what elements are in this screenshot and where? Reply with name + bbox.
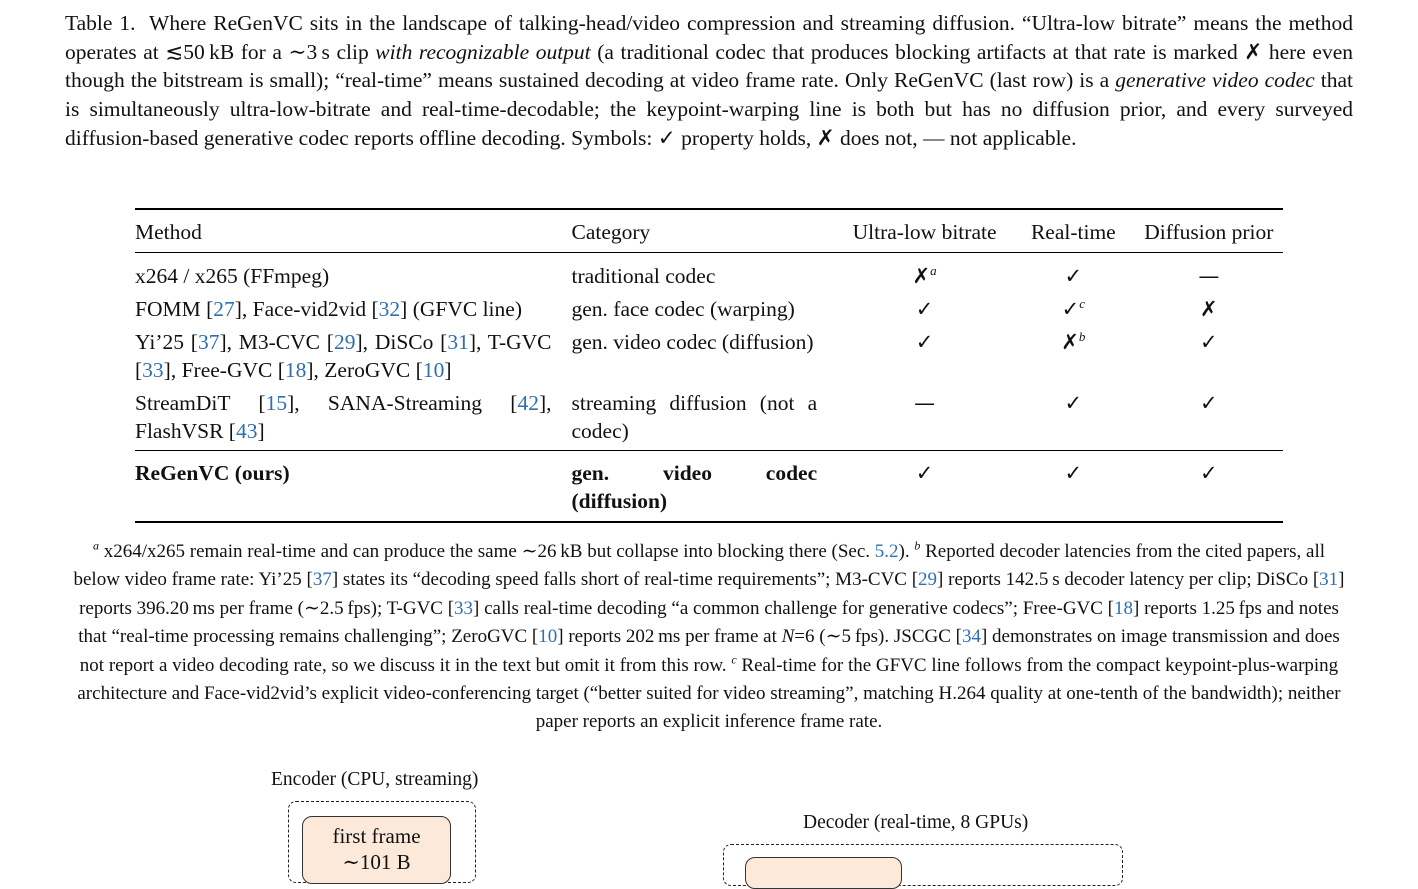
check-mark: ✓ bbox=[1200, 461, 1218, 485]
check-mark: ✓ bbox=[1064, 391, 1083, 415]
method-text: ], ZeroGVC [ bbox=[306, 358, 423, 382]
method-text: ], Free-GVC [ bbox=[163, 358, 285, 382]
footnote-b-text: =6 (∼5 fps). JSCGC [ bbox=[794, 626, 962, 648]
method-text: ] bbox=[257, 419, 265, 443]
footnote-b-text: ] reports 396.20 ms per frame (∼2.5 fps); T-GVC [ bbox=[79, 569, 1345, 619]
citation-link[interactable]: 27 bbox=[213, 297, 235, 321]
citation-link[interactable]: 37 bbox=[197, 330, 220, 354]
caption-emphasis-1: with recognizable output bbox=[375, 39, 591, 64]
method-text: ] (GFVC line) bbox=[400, 297, 522, 321]
diffusion-prior-cell bbox=[1135, 295, 1283, 328]
category-cell: gen. face codec (warping) bbox=[571, 297, 795, 321]
real-time-cell bbox=[1012, 451, 1135, 523]
ultra-low-bitrate-cell bbox=[837, 328, 1012, 389]
check-mark: ✓ bbox=[915, 330, 934, 354]
footnote-b-variable: N bbox=[781, 626, 795, 648]
comparison-table bbox=[135, 208, 1283, 523]
footnote-b-text: ] states its “decoding speed falls short of real-time requirements”; M3-CVC [ bbox=[331, 569, 919, 591]
method-text: FOMM [ bbox=[135, 297, 214, 321]
citation-link[interactable]: 18 bbox=[284, 358, 307, 382]
check-mark: ✓ bbox=[1064, 461, 1083, 485]
method-text: ], SANA-Streaming [ bbox=[287, 391, 518, 415]
method-text: Yi’25 [ bbox=[135, 330, 198, 354]
table-row bbox=[135, 328, 1283, 389]
footnote-ref-c: c bbox=[1079, 295, 1086, 311]
table-header-row bbox=[135, 209, 1283, 253]
category-cell: gen. video codec (diffusion) bbox=[571, 461, 818, 513]
table-row-ours bbox=[135, 451, 1283, 523]
table-caption bbox=[65, 9, 1353, 153]
ultra-low-bitrate-cell bbox=[837, 295, 1012, 328]
table-row bbox=[135, 253, 1283, 296]
method-text: x264 / x265 (FFmpeg) bbox=[135, 264, 330, 288]
table-row bbox=[135, 389, 1283, 451]
citation-link[interactable]: 29 bbox=[918, 569, 938, 591]
method-text: ], Face-vid2vid [ bbox=[234, 297, 379, 321]
header-real-time: Real-time bbox=[1030, 220, 1116, 244]
citation-link[interactable]: 42 bbox=[517, 391, 539, 415]
method-cell bbox=[135, 295, 572, 328]
ultra-low-bitrate-cell bbox=[837, 253, 1012, 296]
citation-link[interactable]: 43 bbox=[235, 419, 258, 443]
citation-link[interactable]: 32 bbox=[378, 297, 401, 321]
diffusion-prior-cell bbox=[1135, 328, 1283, 389]
real-time-cell bbox=[1012, 253, 1135, 296]
check-mark: ✓ bbox=[1200, 330, 1218, 354]
caption-text-1: Where ReGenVC sits in the landscape of talking-head/video compression and streaming diffusion. “Ultra-low bitrate” means the method operates at ≲50 kB for a ∼3 s clip bbox=[65, 11, 1353, 64]
caption-emphasis-2: generative video codec bbox=[1115, 68, 1315, 93]
footnote-mark-b: b bbox=[914, 538, 921, 553]
citation-link[interactable]: 10 bbox=[422, 358, 445, 382]
check-mark: ✓ bbox=[915, 297, 934, 321]
cross-mark: ✗ bbox=[912, 264, 931, 288]
real-time-cell bbox=[1012, 389, 1135, 451]
caption-label: Table 1. bbox=[65, 11, 136, 35]
method-cell bbox=[135, 328, 572, 389]
real-time-cell bbox=[1012, 328, 1135, 389]
decoder-node bbox=[745, 857, 902, 889]
citation-link[interactable]: 33 bbox=[454, 597, 474, 619]
method-cell bbox=[135, 253, 572, 296]
footnote-b-text: ] calls real-time decoding “a common challenge for generative codecs”; Free-GVC [ bbox=[473, 597, 1115, 619]
diffusion-prior-cell bbox=[1135, 253, 1283, 296]
ultra-low-bitrate-cell bbox=[837, 451, 1012, 523]
ultra-low-bitrate-cell bbox=[837, 389, 1012, 451]
category-cell: traditional codec bbox=[571, 264, 716, 288]
cross-mark: ✗ bbox=[1200, 297, 1218, 321]
method-text: ], DiSCo [ bbox=[355, 330, 448, 354]
footnote-c-text: Real-time for the GFVC line follows from the compact keypoint-plus-warping architecture and Face-vid2vid’s explicit video-conferencing target (“better suited for video streaming”, matching H.264 quality at one-tenth of the bandwidth); neither paper reports an explicit inference frame rate. bbox=[77, 654, 1341, 733]
encoder-label: Encoder (CPU, streaming) bbox=[271, 769, 479, 790]
header-ultra-low-bitrate: Ultra-low bitrate bbox=[852, 220, 997, 244]
footnote-a-text: x264/x265 remain real-time and can produce the same ∼26 kB but collapse into blocking there (Sec. bbox=[103, 541, 871, 562]
decoder-label: Decoder (real-time, 8 GPUs) bbox=[803, 812, 1029, 833]
citation-link[interactable]: 31 bbox=[447, 330, 469, 354]
citation-link[interactable]: 37 bbox=[312, 569, 332, 591]
method-text: ], T-GVC [ bbox=[135, 330, 552, 382]
footnote-b-text: ] reports 142.5 s decoder latency per clip; DiSCo [ bbox=[937, 569, 1320, 591]
method-text: StreamDiT [ bbox=[135, 391, 266, 415]
dash-mark: — bbox=[914, 391, 936, 415]
footnote-b-text: ] reports 202 ms per frame at bbox=[557, 626, 777, 648]
method-cell: ReGenVC (ours) bbox=[135, 461, 290, 485]
real-time-cell bbox=[1012, 295, 1135, 328]
category-cell: gen. video codec (diffusion) bbox=[571, 330, 814, 354]
footnote-ref-b: b bbox=[1078, 328, 1086, 344]
footnote-b-text: Reported decoder latencies from the cited papers, all below video frame rate: Yi’25 [ bbox=[73, 541, 1326, 591]
diffusion-prior-cell bbox=[1135, 389, 1283, 451]
caption-text-2: (a traditional codec that produces blocking artifacts at that rate is marked ✗ here even though the bitstream is small); “real-time” means sustained decoding at video frame rate. Only ReGenVC (last row) is a bbox=[65, 39, 1353, 93]
header-diffusion-prior: Diffusion prior bbox=[1144, 220, 1274, 244]
footnote-mark-a: a bbox=[92, 538, 99, 553]
table-footnotes bbox=[72, 538, 1346, 737]
citation-link[interactable]: 29 bbox=[333, 330, 356, 354]
method-text: ], FlashVSR [ bbox=[135, 391, 552, 443]
footnote-b-text: ] demonstrates on image transmission and does not report a video decoding rate, so we discuss it in the text but omit it from this row. bbox=[79, 626, 1340, 676]
header-method: Method bbox=[135, 220, 202, 244]
header-category: Category bbox=[571, 220, 651, 244]
diffusion-prior-cell bbox=[1135, 451, 1283, 523]
table-row bbox=[135, 295, 1283, 328]
footnote-mark-c: c bbox=[731, 652, 737, 667]
method-cell bbox=[135, 389, 572, 451]
method-text: ], M3-CVC [ bbox=[219, 330, 334, 354]
category-cell: streaming diffusion (not a codec) bbox=[571, 391, 818, 443]
citation-link[interactable]: 31 bbox=[1319, 569, 1339, 591]
check-mark: ✓ bbox=[1061, 297, 1080, 321]
citation-link[interactable]: 15 bbox=[265, 391, 288, 415]
check-mark: ✓ bbox=[1200, 391, 1218, 415]
caption-text-3: that is simultaneously ultra-low-bitrate and real-time-decodable; the keypoint-warping line is both but has no diffusion prior, and every surveyed diffusion-based generative codec reports offline decoding. Symbols: ✓ property holds, ✗ does not, — not applicable. bbox=[65, 68, 1354, 150]
citation-link[interactable]: 18 bbox=[1114, 597, 1134, 619]
citation-link[interactable]: 10 bbox=[538, 626, 558, 648]
dash-mark: — bbox=[1198, 264, 1220, 288]
check-mark: ✓ bbox=[915, 461, 934, 485]
citation-link[interactable]: 34 bbox=[961, 626, 981, 648]
method-text: ] bbox=[444, 358, 452, 382]
footnote-b-text: ] reports 1.25 fps and notes that “real-time processing remains challenging”; ZeroGVC [ bbox=[78, 597, 1339, 648]
footnote-ref-a: a bbox=[930, 262, 937, 278]
footnote-a-text-end: ). bbox=[898, 541, 910, 562]
citation-link[interactable]: 33 bbox=[142, 358, 164, 382]
section-link[interactable]: 5.2 bbox=[874, 541, 899, 562]
cross-mark: ✗ bbox=[1061, 330, 1079, 354]
check-mark: ✓ bbox=[1064, 264, 1083, 288]
first-frame-label: first frame bbox=[332, 824, 421, 848]
first-frame-size: ∼101 B bbox=[342, 850, 411, 874]
first-frame-node bbox=[302, 816, 451, 884]
